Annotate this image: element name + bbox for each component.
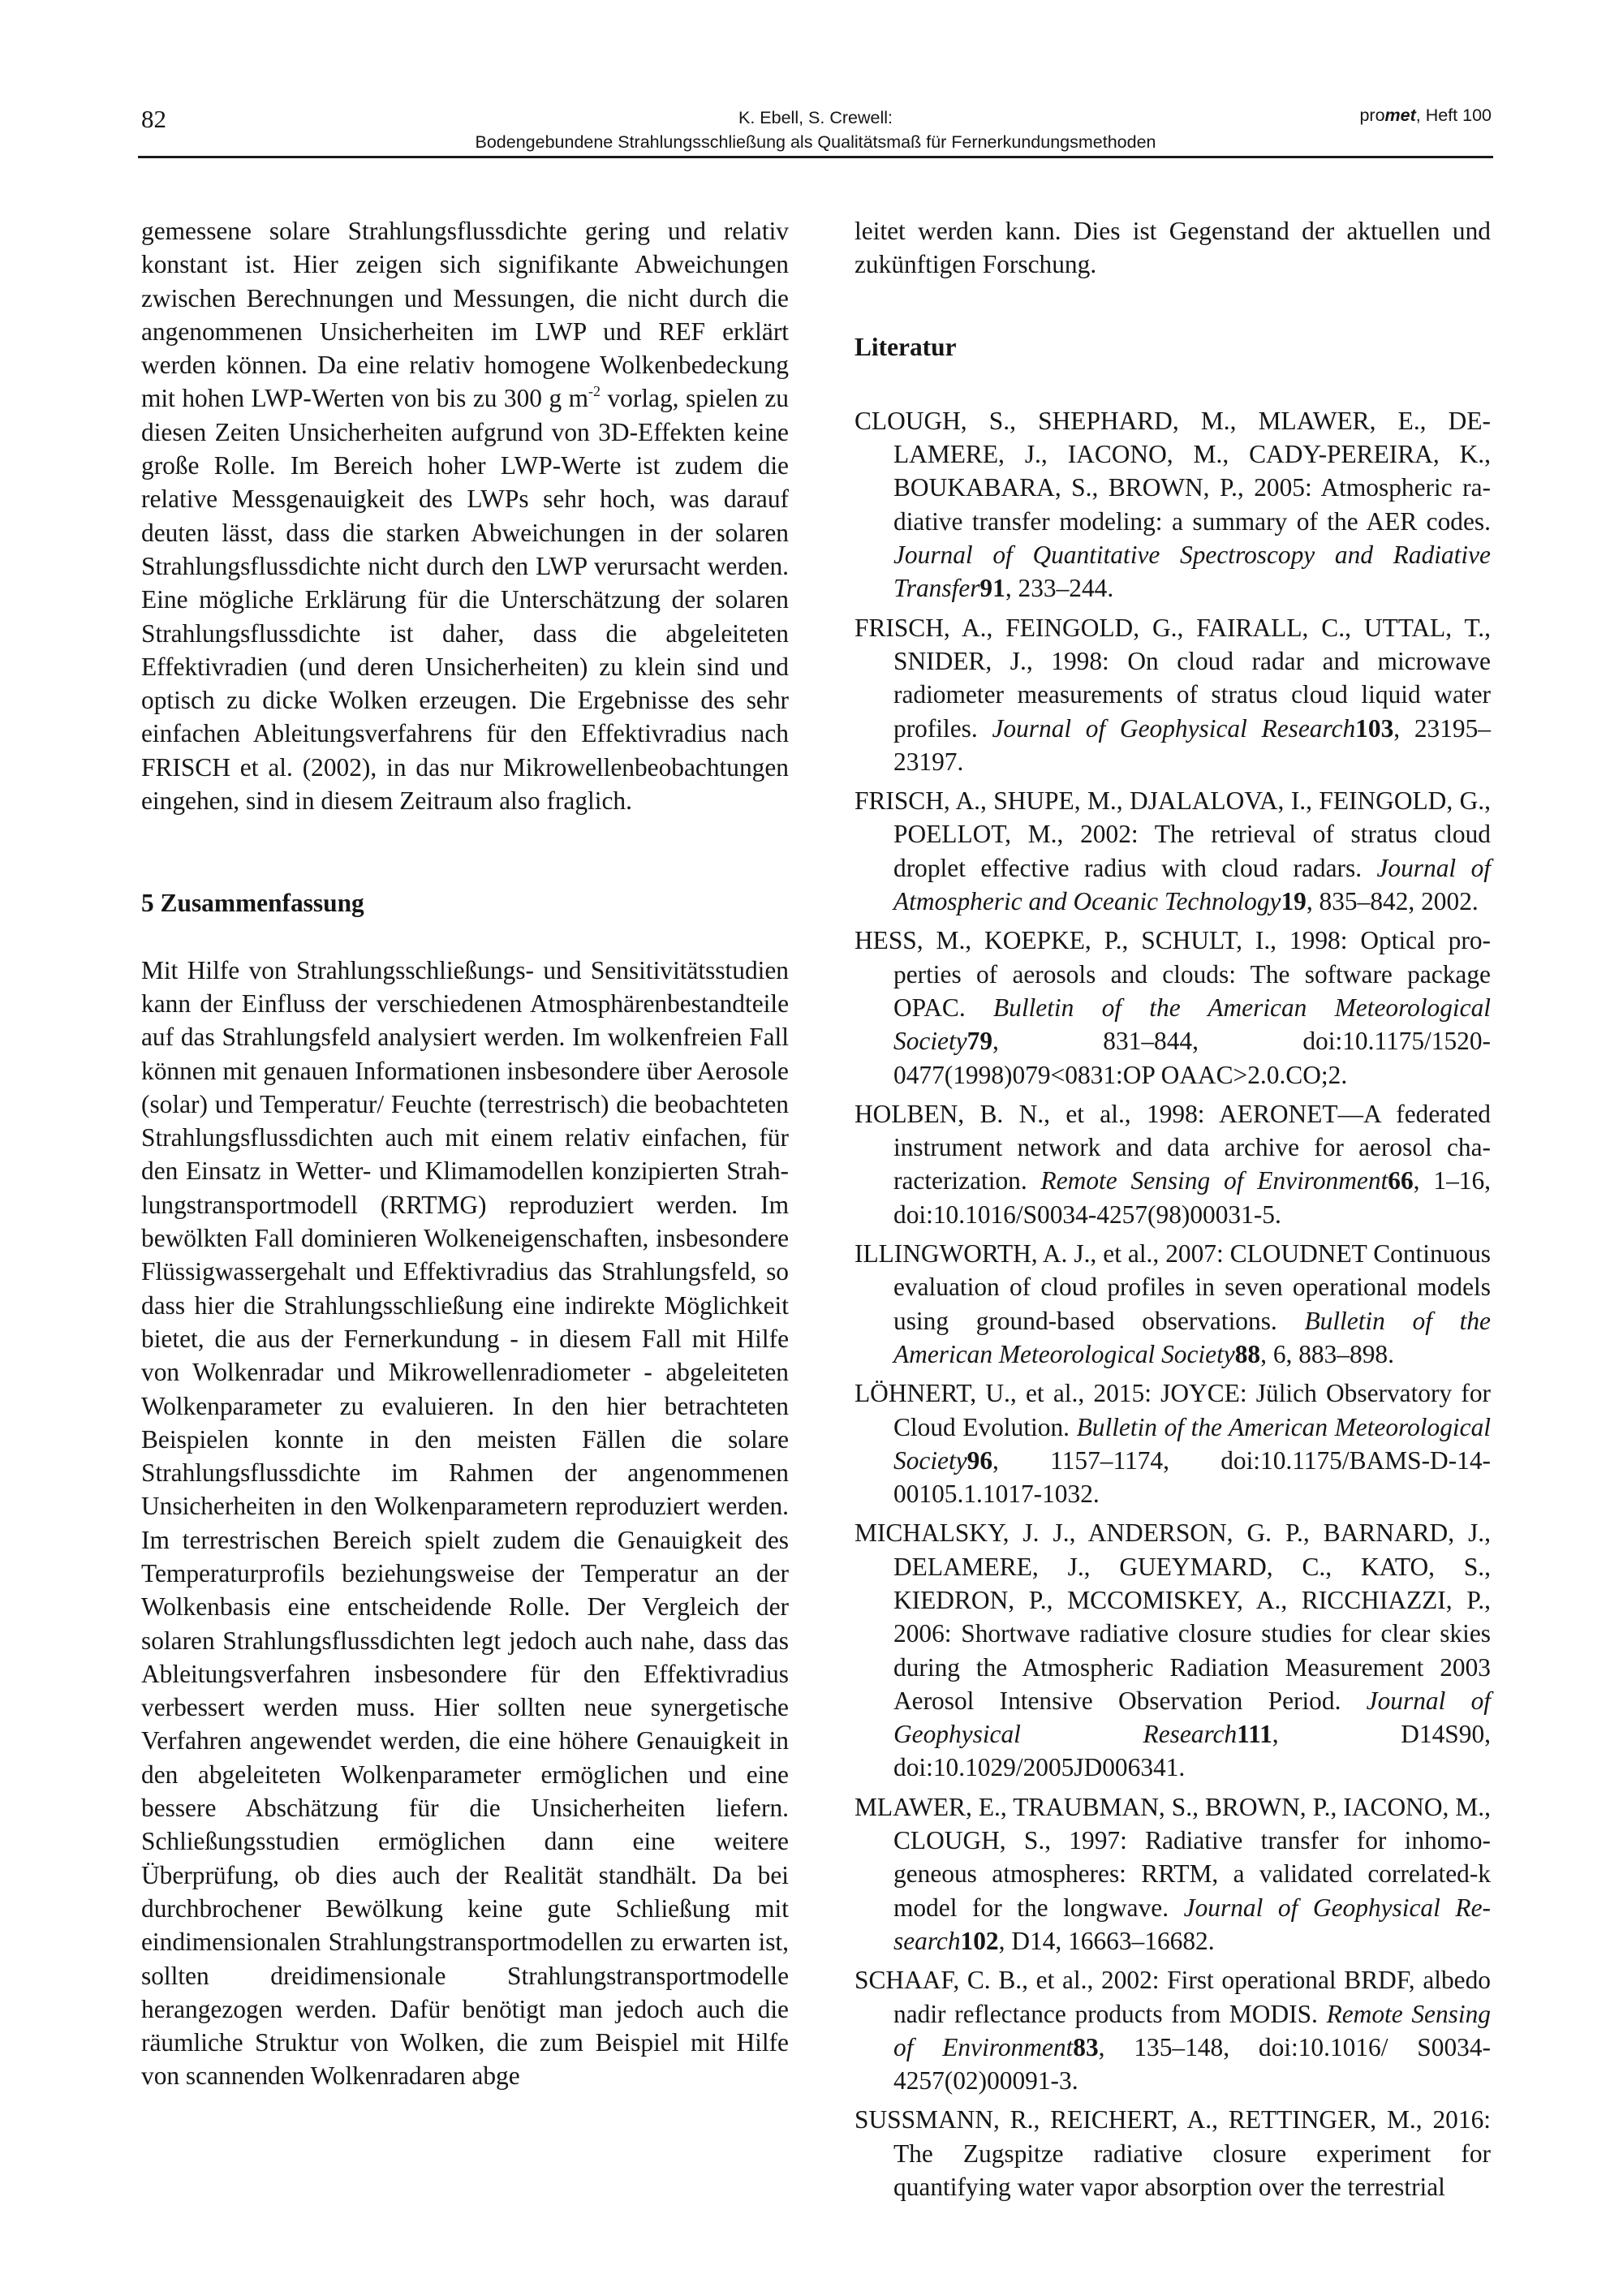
reference-entry xyxy=(855,1237,1491,1371)
ref-text: , D14S90, doi:10.1029/2005JD006341. xyxy=(893,1720,1491,1782)
reference-entry xyxy=(855,1963,1491,2097)
reference-entry xyxy=(855,1376,1491,1510)
ref-volume: 66 xyxy=(1388,1166,1414,1195)
ref-text: , 1–16, doi:10.1016/S0034-4257(98)00031-5. xyxy=(893,1166,1491,1229)
ref-text: MICHALSKY, J. J., ANDERSON, G. P., BARNARD, J., DELAMERE, J., GUEYMARD, C., KATO, S., KIEDRON, P., MCCOMISKEY, A., RICCHIAZZI, P., 2006: Shortwave radiative closure studies for clear skies during the Atmospheric Radiation Measurement 2003 Aerosol Intensive Observation Period. xyxy=(855,1518,1491,1715)
ref-volume: 111 xyxy=(1237,1720,1272,1749)
issue-label: , Heft 100 xyxy=(1415,106,1492,125)
ref-volume: 88 xyxy=(1234,1339,1261,1368)
ref-journal: Journal of Geophysical Research xyxy=(893,1686,1491,1749)
ref-volume: 79 xyxy=(966,1027,993,1056)
ref-text: , 831–844, doi:10.1175/1520-0477(1998)079<0831:OP OAAC>2.0.CO;2. xyxy=(893,1027,1491,1089)
section-heading: 5 Zusammenfassung xyxy=(141,889,364,918)
left-column xyxy=(141,214,789,2093)
reference-entry xyxy=(855,1097,1491,1231)
ref-text: , 233–244. xyxy=(1005,574,1114,603)
ref-text: LÖHNERT, U., et al., 2015: JOYCE: Jülich Observatory for Cloud Evolution. xyxy=(855,1379,1491,1441)
ref-journal: Journal of Atmospheric and Oceanic Technology xyxy=(893,853,1491,916)
ref-text: HOLBEN, B. N., et al., 1998: AERONET—A federated instrument network and data archive for aerosol characterization. xyxy=(855,1099,1491,1195)
ref-journal: Bulletin of the American Meteorological Society xyxy=(893,1306,1491,1368)
reference-entry xyxy=(855,784,1491,918)
ref-text: CLOUGH, S., SHEPHARD, M., MLAWER, E., DELAMERE, J., IACONO, M., CADY-PEREIRA, K., BOUKABARA, S., BROWN, P., 2005: Atmospheric radiative transfer modeling: a summary of the AER codes. xyxy=(855,406,1491,536)
header-rule xyxy=(138,156,1493,158)
ref-text: SUSSMANN, R., REICHERT, A., RETTINGER, M., 2016: The Zugspitze radiative closure experiment for quantifying water vapor absorption over the terrestrial xyxy=(855,2105,1491,2202)
header-authors: K. Ebell, S. Crewell: xyxy=(738,108,893,127)
brand-light: pro xyxy=(1359,106,1385,125)
reference-entry xyxy=(855,924,1491,1091)
ref-volume: 19 xyxy=(1281,887,1307,916)
ref-text: , 6, 883–898. xyxy=(1260,1339,1394,1368)
page-number: 82 xyxy=(141,105,166,133)
header-title: Bodengebundene Strahlungsschließung als Qualitätsmaß für Fernerkundungsmethoden xyxy=(475,132,1156,152)
ref-journal: Remote Sensing of Environment xyxy=(893,1999,1491,2061)
brand-bold: met xyxy=(1384,106,1416,125)
ref-text: HESS, M., KOEPKE, P., SCHULT, I., 1998: Optical properties of aerosols and clouds: The software package OPAC. xyxy=(855,926,1491,1022)
paragraph-text: gemessene solare Strahlungsflussdichte gering und relativ konstant ist. Hier zeigen sich signifikante Abweichungen zwischen Berechnungen und Messungen, die nicht durch die angenommenen Unsicherheiten im LWP und REF erklärt werden können. Da eine relativ homogene Wolkenbedeckung mit hohen LWP-Werten von bis zu 300 g m xyxy=(141,217,789,413)
reference-entry xyxy=(855,1790,1491,1958)
reference-list xyxy=(855,404,1491,2203)
ref-journal: Remote Sensing of Environment xyxy=(1040,1166,1388,1195)
reference-entry xyxy=(855,404,1491,605)
right-column xyxy=(855,214,1491,2209)
ref-text: , 135–148, doi:10.1016/ S0034-4257(02)00091-3. xyxy=(893,2032,1492,2096)
journal-issue xyxy=(1359,106,1492,126)
references-heading: Literatur xyxy=(855,332,957,361)
ref-journal: Journal of Quantitative Spectroscopy and Radiative Transfer xyxy=(893,541,1491,603)
body-paragraph: leitet werden kann. Dies ist Gegenstand der aktuellen und zukünftigen Forschung. xyxy=(855,217,1491,279)
ref-volume: 83 xyxy=(1073,2032,1099,2061)
ref-text: ILLINGWORTH, A. J., et al., 2007: CLOUDNET Continuous evaluation of cloud profiles in seven operational models using ground-based observations. xyxy=(855,1239,1491,1335)
ref-text: MLAWER, E., TRAUBMAN, S., BROWN, P., IACONO, M., CLOUGH, S., 1997: Radiative transfer for inhomogeneous atmospheres: RRTM, a validated correlated-k model for the longwave. xyxy=(855,1792,1491,1922)
body-paragraph: Mit Hilfe von Strahlungsschließungs- und Sensitivitätsstudien kann der Einfluss der verschiedenen Atmosphärenbestandteile auf das Strahlungsfeld analysiert werden. Im wolkenfreien Fall können mit genauen Informationen insbesondere über Aerosole (solar) und Temperatur/ Feuchte (terrestrisch) die beobachteten Strahlungsflussdichten auch mit einem relativ einfachen, für den Einsatz in Wetter- und Klimamodellen konzipierten Strahlungstransportmodell (RRTMG) reproduziert werden. Im bewölkten Fall dominieren Wolkeneigenschaften, insbesondere Flüssigwassergehalt und Effektivradius das Strahlungsfeld, so dass hier die Strahlungsschließung eine indirekte Möglichkeit bietet, die aus der Fernerkundung - in diesem Fall mit Hilfe von Wolkenradar und Mikrowellenradiometer - abgeleiteten Wolkenparameter zu evaluieren. In den hier betrachteten Beispielen konnte in den meisten Fällen die solare Strahlungsflussdichte im Rahmen der angenommenen Unsicherheiten in den Wolkenparametern reproduziert werden. Im terrestrischen Bereich spielt zudem die Genauigkeit des Temperaturprofils beziehungsweise der Temperatur an der Wolkenbasis eine entscheidende Rolle. Der Vergleich der solaren Strahlungsflussdichten legt jedoch auch nahe, dass das Ableitungsverfahren insbesondere für den Effektivradius verbessert werden muss. Hier sollten neue synergetische Verfahren angewendet werden, die eine höhere Genauigkeit in den abgeleiteten Wolkenparameter ermöglichen und eine bessere Abschätzung für die Unsicherheiten liefern. Schließungsstudien ermöglichen dann eine weitere Überprüfung, ob dies auch der Realität standhält. Da bei durchbrochener Bewölkung keine gute Schließung mit eindimensionalen Strahlungstransportmodellen zu erwarten ist, sollten dreidimensionale Strahlungstransportmodelle herangezogen werden. Dafür benötigt man jedoch auch die räumliche Struktur von Wolken, die zum Beispiel mit Hilfe von scannenden Wolkenradaren abge xyxy=(141,955,789,2091)
superscript: -2 xyxy=(588,383,601,400)
ref-volume: 96 xyxy=(966,1445,993,1475)
running-header xyxy=(138,100,1493,158)
ref-text: , 1157–1174, doi:10.1175/BAMS-D-14-00105.1.1017-1032. xyxy=(893,1445,1491,1509)
ref-journal: Bulletin of the American Meteorological Society xyxy=(893,993,1492,1056)
ref-volume: 91 xyxy=(979,574,1005,603)
header-citation xyxy=(138,106,1493,154)
reference-entry xyxy=(855,1516,1491,1784)
ref-text: FRISCH, A., SHUPE, M., DJALALOVA, I., FEINGOLD, G., POELLOT, M., 2002: The retrieval of stratus cloud droplet effective radius with cloud radars. xyxy=(855,786,1491,882)
body-paragraph xyxy=(141,214,789,817)
ref-text: , D14, 16663–16682. xyxy=(998,1926,1215,1955)
ref-text: , 835–842, 2002. xyxy=(1306,887,1479,916)
reference-entry xyxy=(855,2103,1491,2203)
ref-journal: Journal of Geophysical Research xyxy=(992,713,1356,743)
ref-journal: Bulletin of the American Meteorological Society xyxy=(893,1412,1491,1475)
ref-volume: 103 xyxy=(1355,713,1394,743)
paragraph-text: vorlag, spielen zu diesen Zeiten Unsicherheiten aufgrund von 3D-Effekten keine große Rolle. Im Bereich hoher LWP-Werte ist zudem die relative Messgenauigkeit des LWPs sehr hoch, was darauf deuten lässt, dass die starken Abweichungen in der solaren Strahlungsflussdichte nicht durch den LWP verursacht werden. Eine mögliche Erklärung für die Unterschätzung der solaren Strahlungsflussdichte ist daher, dass die abgeleiteten Effektivradien (und deren Unsicherheiten) zu klein sind und optisch zu dicke Wolken erzeugen. Die Ergebnisse des sehr einfachen Ableitungsverfahrens für den Effektivradius nach FRISCH et al. (2002), in das nur Mikrowellenbeobachtungen eingehen, sind in diesem Zeitraum also fraglich. xyxy=(141,384,789,816)
ref-volume: 102 xyxy=(960,1926,999,1955)
ref-journal: Journal of Geophysical Research xyxy=(893,1893,1491,1955)
reference-entry xyxy=(855,611,1491,778)
ref-text: , 23195–23197. xyxy=(893,713,1491,776)
ref-text: SCHAAF, C. B., et al., 2002: First operational BRDF, albedo nadir reflectance products from MODIS. xyxy=(855,1966,1491,2028)
ref-text: FRISCH, A., FEINGOLD, G., FAIRALL, C., UTTAL, T., SNIDER, J., 1998: On cloud radar and microwave radiometer measurements of stratus cloud liquid water profiles. xyxy=(855,613,1491,743)
